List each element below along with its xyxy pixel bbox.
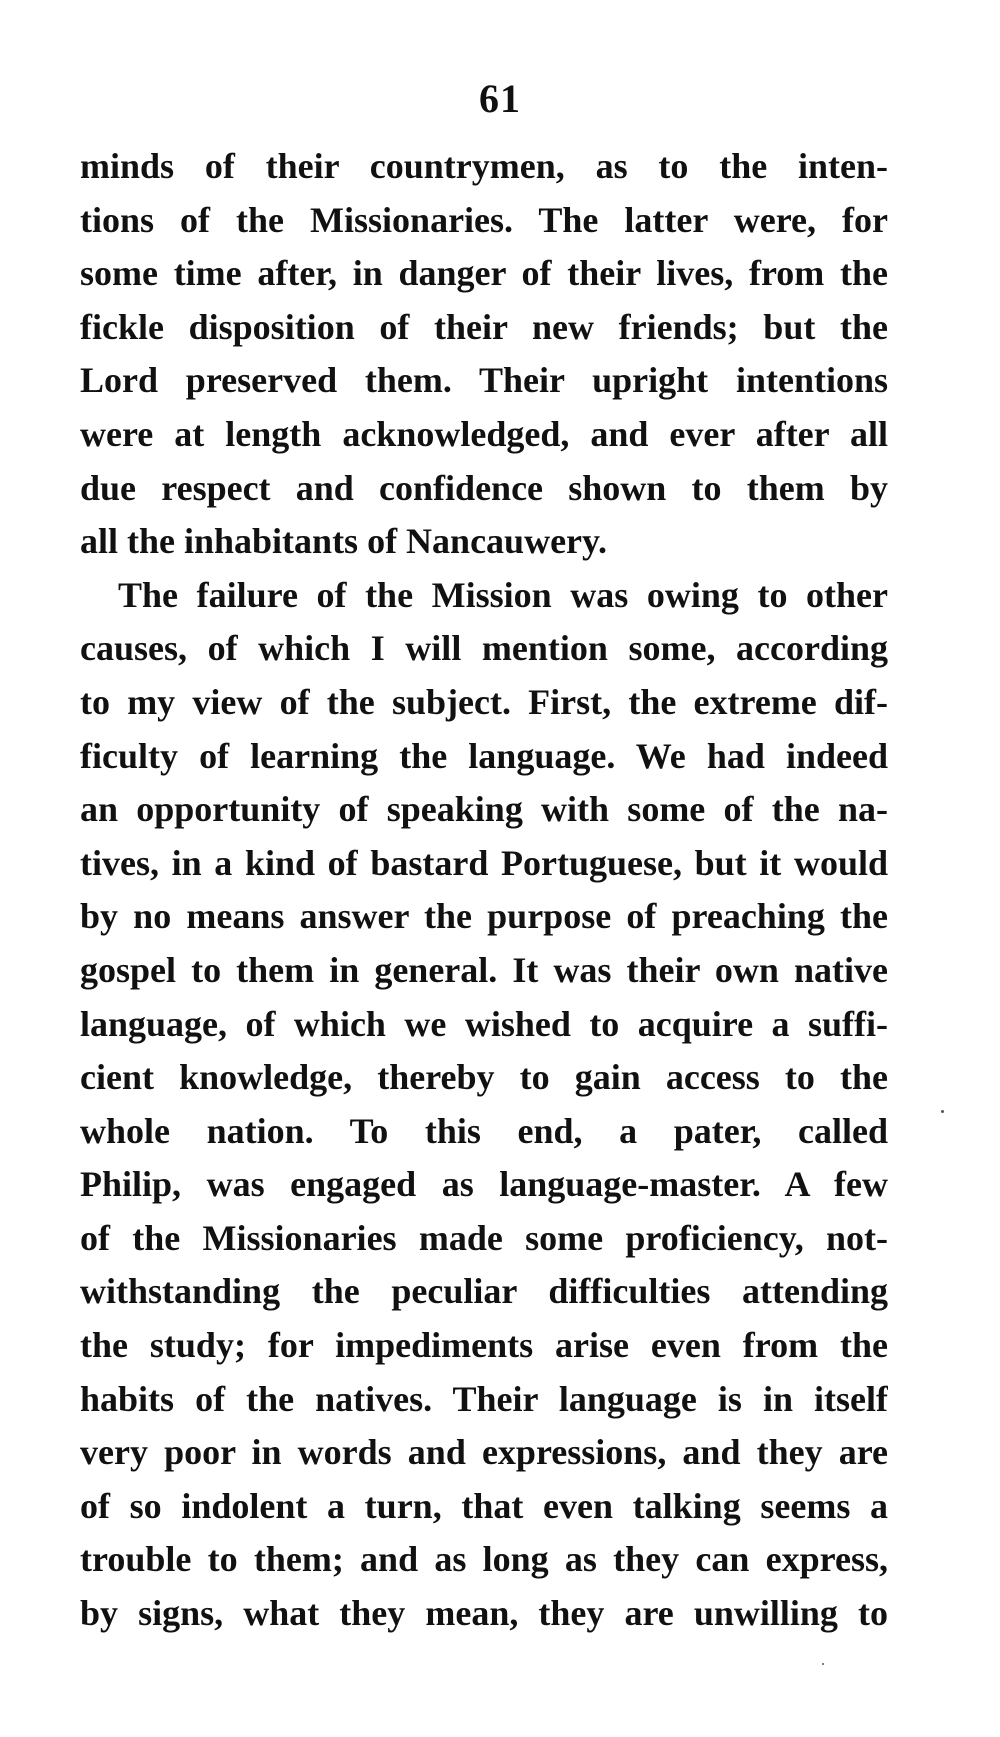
text-line: to my view of the subject. First, the extreme dif-	[80, 681, 888, 722]
text-line: an opportunity of speaking with some of the na-	[80, 789, 888, 830]
text-line: by no means answer the purpose of preaching the	[80, 896, 888, 937]
text-line: very poor in words and expressions, and they are	[80, 1432, 888, 1473]
text-line: all the inhabitants of Nancauwery.	[80, 521, 608, 562]
text-line: habits of the natives. Their language is in itself	[80, 1378, 888, 1419]
text-line: gospel to them in general. It was their own native	[80, 949, 888, 990]
paper-speck	[822, 1663, 824, 1665]
text-line: ficulty of learning the language. We had indeed	[80, 735, 888, 776]
page-number: 61	[479, 76, 521, 121]
text-line: language, of which we wished to acquire a suffi-	[80, 1003, 888, 1044]
paragraph-1	[80, 140, 888, 569]
text-line: tions of the Missionaries. The latter were, for	[80, 199, 888, 240]
text-line: of so indolent a turn, that even talking seems a	[80, 1485, 888, 1526]
text-line: trouble to them; and as long as they can express,	[80, 1539, 888, 1580]
text-line: due respect and confidence shown to them by	[80, 467, 888, 508]
body-text	[80, 140, 888, 1641]
text-line: some time after, in danger of their lives, from the	[80, 253, 888, 294]
text-line: withstanding the peculiar difficulties attending	[80, 1271, 888, 1312]
text-line: minds of their countrymen, as to the inten-	[80, 146, 888, 186]
text-line: whole nation. To this end, a pater, called	[80, 1110, 888, 1151]
text-line: cient knowledge, thereby to gain access to the	[80, 1057, 888, 1098]
paragraph-2	[80, 569, 888, 1641]
text-line: The failure of the Mission was owing to other	[118, 574, 888, 615]
text-line: fickle disposition of their new friends; but the	[80, 306, 888, 347]
text-line: were at length acknowledged, and ever after all	[80, 413, 888, 454]
text-line: Lord preserved them. Their upright intentions	[80, 360, 888, 401]
text-line: of the Missionaries made some proficiency, not-	[80, 1217, 888, 1258]
text-line: tives, in a kind of bastard Portuguese, but it would	[80, 842, 888, 883]
text-line: the study; for impediments arise even from the	[80, 1325, 888, 1366]
text-line: by signs, what they mean, they are unwilling to	[80, 1593, 888, 1634]
text-line: Philip, was engaged as language-master. A few	[80, 1164, 888, 1205]
paper-speck	[941, 1110, 944, 1113]
text-line: causes, of which I will mention some, according	[80, 628, 888, 669]
